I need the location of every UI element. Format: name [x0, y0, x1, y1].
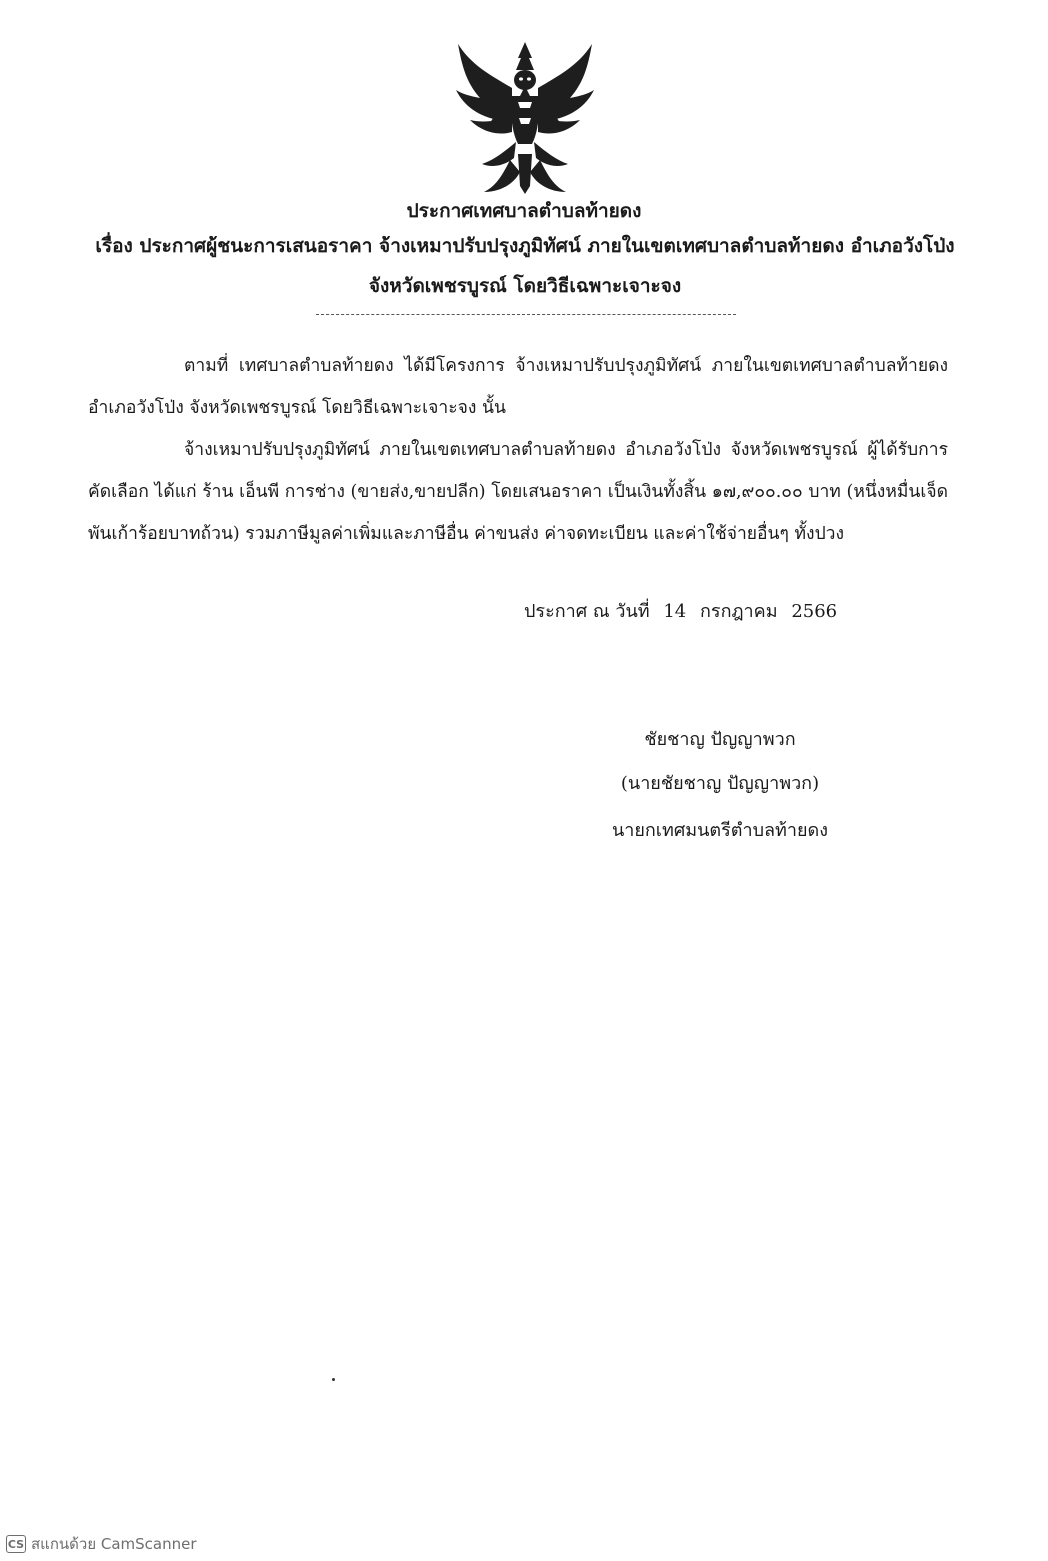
scanner-text: สแกนด้วย CamScanner — [31, 1535, 197, 1553]
dashed-divider — [316, 314, 736, 315]
subject-line-2: จังหวัดเพชรบูรณ์ โดยวิธีเฉพาะเจาะจง — [368, 275, 682, 297]
subject-line-1: เรื่อง ประกาศผู้ชนะการเสนอราคา จ้างเหมาปรับปรุงภูมิทัศน์ ภายในเขตเทศบาลตำบลท้ายดง อำเภอวังโป่ง — [95, 235, 955, 257]
date-day: 14 — [663, 601, 687, 622]
date-month: กรกฎาคม — [700, 601, 778, 622]
document-title: ประกาศเทศบาลตำบลท้ายดง — [406, 200, 642, 222]
paragraph-2: จ้างเหมาปรับปรุงภูมิทัศน์ ภายในเขตเทศบาลตำบลท้ายดง อำเภอวังโป่ง จังหวัดเพชรบูรณ์ ผู้ได้รับการคัดเลือก ได้แก่ ร้าน เอ็นพี การช่าง (ขายส่ง,ขายปลีก) โดยเสนอราคา เป็นเงินทั้งสิ้น ๑๗,๙๐๐.๐๐ บาท (หนึ่งหมื่นเจ็ดพันเก้าร้อยบาทถ้วน) รวมภาษีมูลค่าเพิ่มและภาษีอื่น ค่าขนส่ง ค่าจดทะเบียน และค่าใช้จ่ายอื่นๆ ทั้งปวง — [88, 440, 948, 544]
scanner-watermark — [6, 1532, 197, 1556]
paragraph-1: ตามที่ เทศบาลตำบลท้ายดง ได้มีโครงการ จ้างเหมาปรับปรุงภูมิทัศน์ ภายในเขตเทศบาลตำบลท้ายดง อำเภอวังโป่ง จังหวัดเพชรบูรณ์ โดยวิธีเฉพาะเจาะจง นั้น — [88, 356, 948, 418]
camscanner-logo-icon: CS — [6, 1535, 26, 1553]
document-subject — [80, 226, 970, 306]
signatory-full-name: (นายชัยชาญ ปัญญาพวก) — [620, 773, 820, 794]
announcement-date — [524, 596, 845, 625]
date-prefix: ประกาศ ณ วันที่ — [524, 601, 650, 622]
scan-speck — [332, 1378, 335, 1381]
garuda-emblem-icon — [452, 36, 598, 196]
signature-name: ชัยชาญ ปัญญาพวก — [644, 729, 796, 750]
date-year: 2566 — [791, 601, 838, 622]
signatory-position: นายกเทศมนตรีตำบลท้ายดง — [611, 820, 829, 841]
